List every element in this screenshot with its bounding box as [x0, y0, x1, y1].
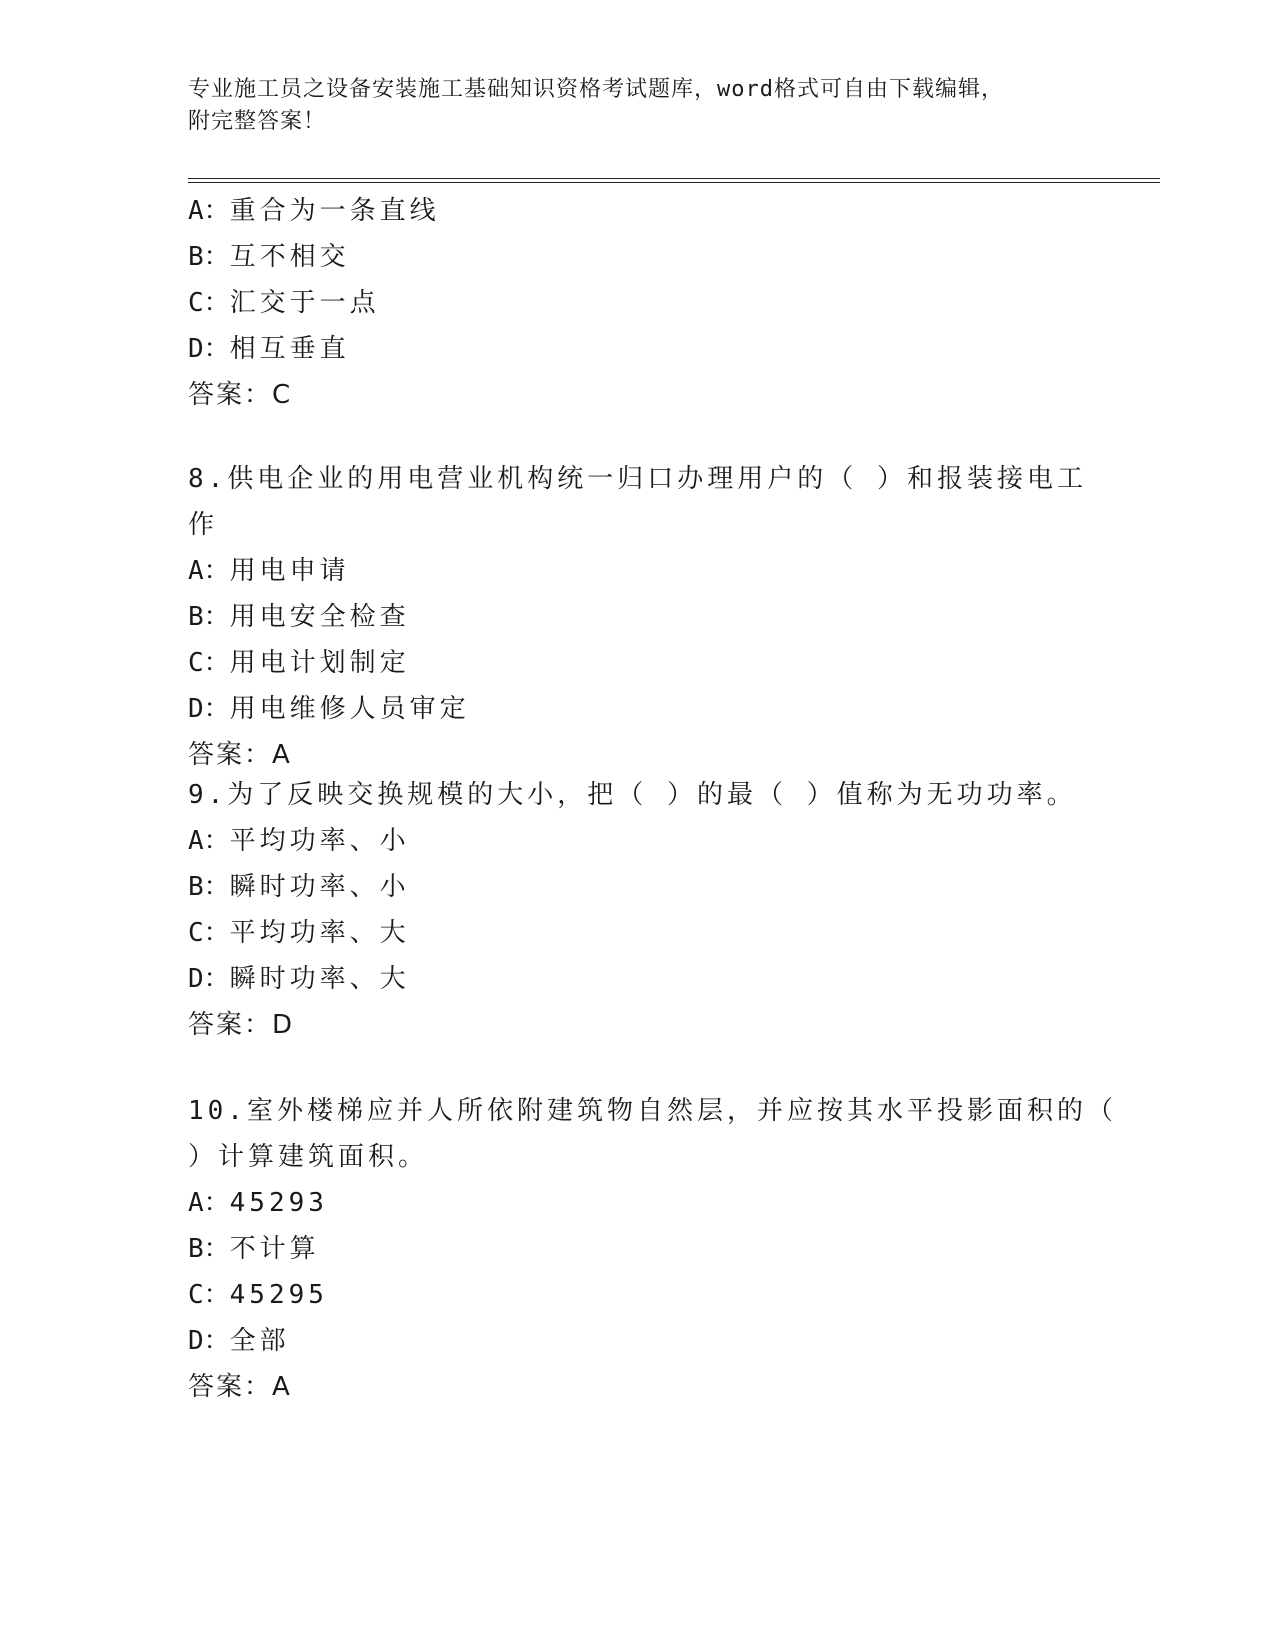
- question-7: [188, 188, 1088, 418]
- header-divider-top: [188, 178, 1160, 179]
- document-header: [188, 74, 1068, 138]
- header-divider-bottom: [188, 182, 1160, 183]
- answer-label: 答案：D: [188, 1010, 295, 1040]
- option-a: A：用电申请: [188, 556, 350, 586]
- answer-label: 答案：A: [188, 740, 292, 770]
- option-b: B：不计算: [188, 1234, 320, 1264]
- option-d: D：瞬时功率、大: [188, 964, 410, 994]
- header-line-2: 附完整答案！: [188, 109, 327, 134]
- question-stem-line-1: 10.室外楼梯应并人所依附建筑物自然层，并应按其水平投影面积的（: [188, 1096, 1117, 1126]
- option-d: D：全部: [188, 1326, 290, 1356]
- question-stem: 9.为了反映交换规模的大小，把（ ）的最（ ）值称为无功功率。: [188, 780, 1077, 810]
- question-10: [188, 1088, 1117, 1410]
- option-b: B：互不相交: [188, 242, 350, 272]
- option-a: A：重合为一条直线: [188, 196, 440, 226]
- question-stem: 8.供电企业的用电营业机构统一归口办理用户的（ ）和报装接电工作: [188, 464, 1087, 540]
- option-c: C：平均功率、大: [188, 918, 410, 948]
- question-9: [188, 772, 1088, 1048]
- option-c: C：汇交于一点: [188, 288, 380, 318]
- option-b: B：用电安全检查: [188, 602, 410, 632]
- question-8: [188, 456, 1088, 778]
- option-d: D：用电维修人员审定: [188, 694, 470, 724]
- option-c: C：45295: [188, 1280, 328, 1310]
- answer-label: 答案：C: [188, 380, 293, 410]
- header-line-1: 专业施工员之设备安装施工基础知识资格考试题库，word格式可自由下载编辑，: [188, 77, 1004, 102]
- option-d: D：相互垂直: [188, 334, 350, 364]
- option-c: C：用电计划制定: [188, 648, 410, 678]
- question-stem-line-2: ）计算建筑面积。: [188, 1142, 429, 1172]
- option-a: A：平均功率、小: [188, 826, 410, 856]
- option-b: B：瞬时功率、小: [188, 872, 410, 902]
- option-a: A：45293: [188, 1188, 328, 1218]
- answer-label: 答案：A: [188, 1372, 292, 1402]
